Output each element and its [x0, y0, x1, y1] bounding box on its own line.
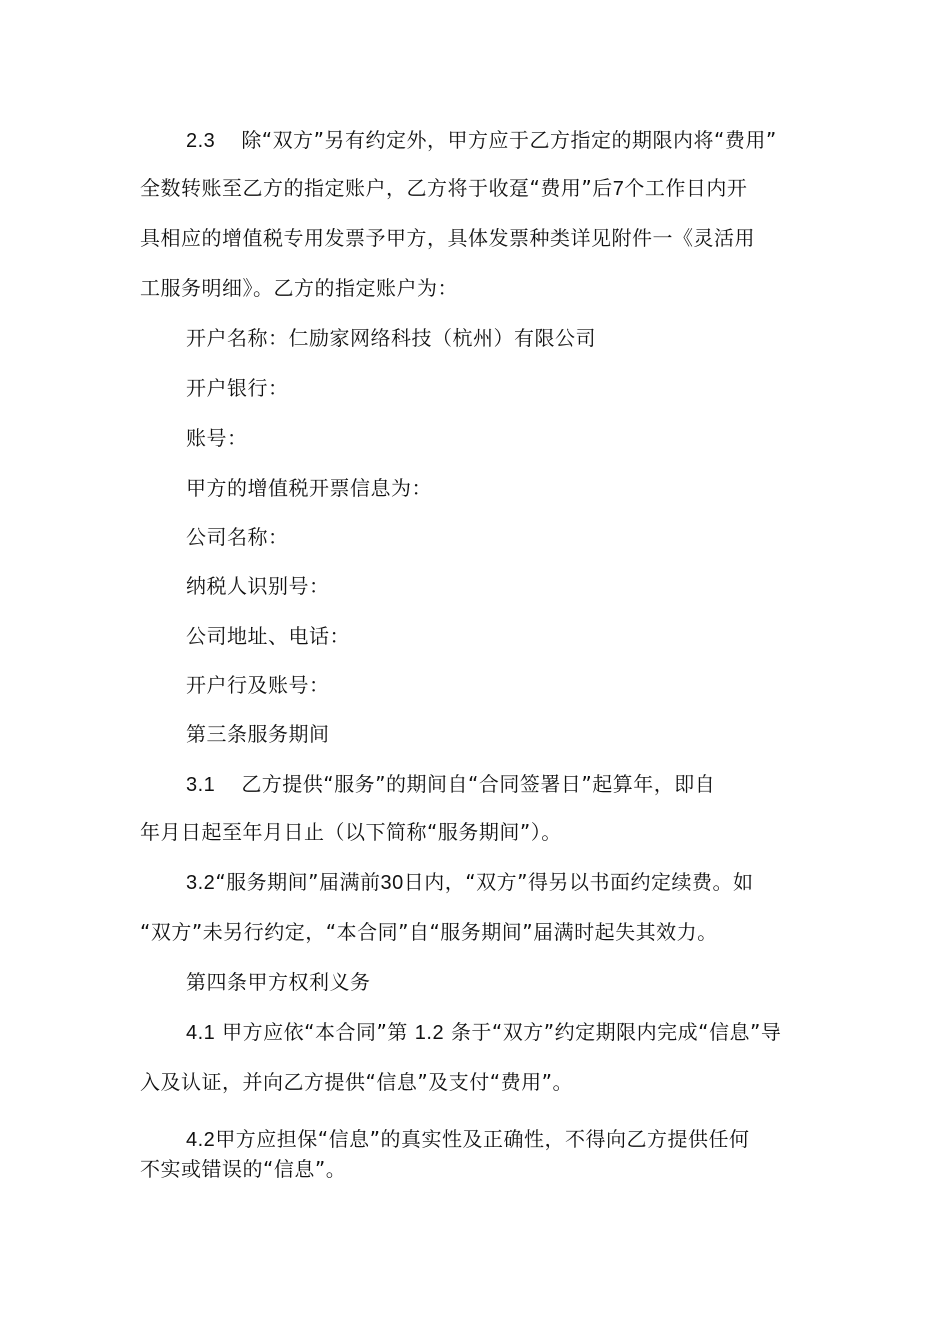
clause-text: “服务期间”届满前 [215, 870, 381, 894]
article-4-title: 第四条甲方权利义务 [186, 970, 371, 994]
paragraph-2-3-line-2 [140, 174, 747, 203]
clause-number: 3.1 [186, 774, 216, 796]
paragraph-2-3-line-4: 工服务明细》。乙方的指定账户为： [140, 276, 458, 300]
inline-number: 30 [380, 872, 404, 894]
clause-text: 甲方应担保“信息”的真实性及正确性，不得向乙方提供任何 [215, 1127, 750, 1151]
clause-text: 个工作日内开 [624, 176, 748, 200]
article-3-title: 第三条服务期间 [186, 722, 330, 746]
paragraph-3-1-line-2: 年月日起至年月日止（以下简称“服务期间”）。 [140, 820, 562, 844]
invoice-bank: 开户行及账号： [186, 673, 330, 697]
paragraph-2-3-line-1 [186, 126, 777, 155]
invoice-address: 公司地址、电话： [186, 624, 350, 648]
clause-number: 2.3 [186, 130, 216, 152]
clause-text: 乙方提供“服务”的期间自“合同签署日”起算年，即自 [241, 772, 716, 796]
clause-text: 日内，“双方”得另以书面约定续费。如 [403, 870, 754, 894]
paragraph-4-1-line-2: 入及认证，并向乙方提供“信息”及支付“费用”。 [140, 1070, 573, 1094]
clause-text: 条于“双方”约定期限内完成“信息”导 [450, 1020, 782, 1044]
clause-text: 甲方应依“本合同”第 [222, 1020, 408, 1044]
invoice-taxid: 纳税人识别号： [186, 574, 330, 598]
clause-number: 4.2 [186, 1129, 216, 1151]
clause-text: 除“双方”另有约定外，甲方应于乙方指定的期限内将“费用” [241, 128, 777, 152]
paragraph-4-2-line-2: 不实或错误的“信息”。 [140, 1157, 347, 1181]
paragraph-4-2-line-1 [186, 1125, 750, 1154]
invoice-intro: 甲方的增值税开票信息为： [186, 476, 432, 500]
account-bank: 开户银行： [186, 376, 289, 400]
inline-number: 7 [612, 178, 625, 200]
clause-number: 3.2 [186, 872, 216, 894]
account-name: 开户名称：仁励家网络科技（杭州）有限公司 [186, 326, 596, 350]
paragraph-3-2-line-2: “双方”未另行约定，“本合同”自“服务期间”届满时起失其效力。 [140, 920, 718, 944]
paragraph-3-1-line-1 [186, 770, 715, 799]
account-number: 账号： [186, 426, 248, 450]
invoice-company: 公司名称： [186, 525, 289, 549]
paragraph-3-2-line-1 [186, 868, 754, 897]
clause-text: 全数转账至乙方的指定账户，乙方将于收趸“费用”后 [140, 176, 613, 200]
paragraph-2-3-line-3: 具相应的增值税专用发票予甲方，具体发票种类详见附件一《灵活用 [140, 226, 755, 250]
clause-number: 4.1 [186, 1022, 216, 1044]
inline-number: 1.2 [414, 1022, 445, 1044]
paragraph-4-1-line-1 [186, 1018, 781, 1047]
